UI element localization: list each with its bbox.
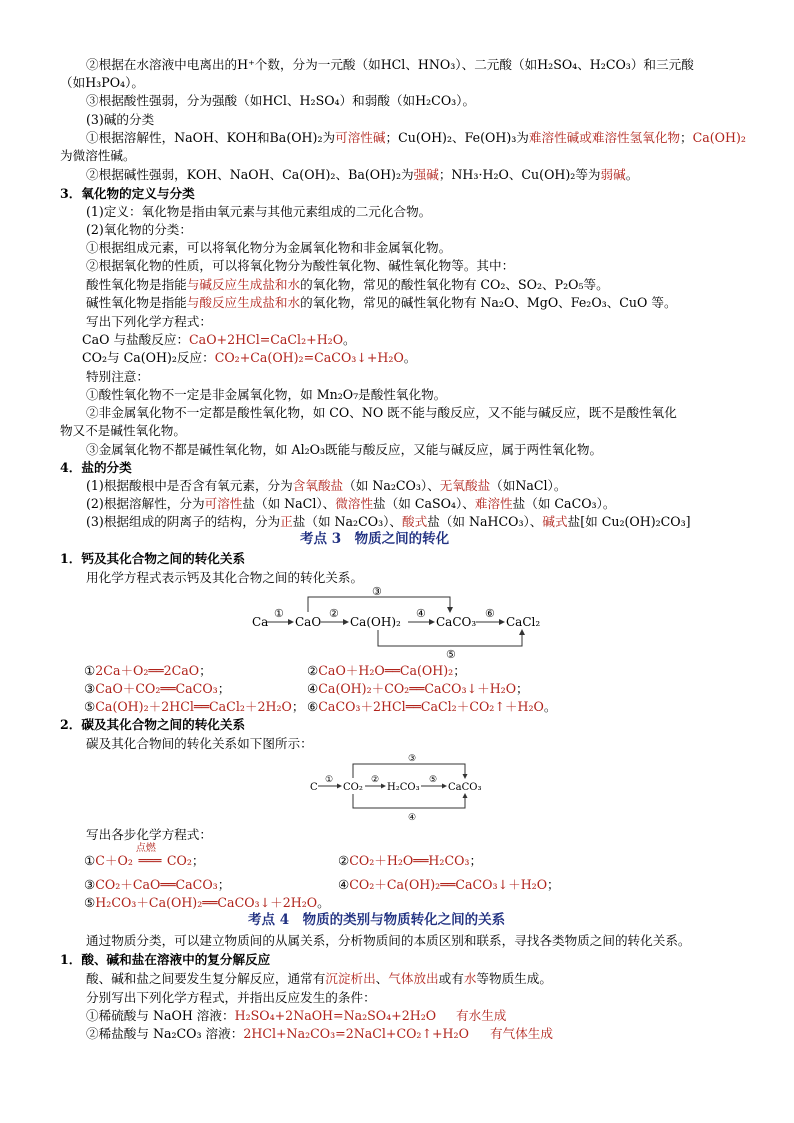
text: 酸、碱和盐之间要发生复分解反应，通常有 — [86, 971, 326, 986]
text: ；Cu(OH)₂、Fe(OH)₃为 — [385, 130, 529, 145]
label-5: ⑤ — [446, 648, 456, 660]
num: ⑥ — [307, 699, 319, 714]
text: 盐（如 CaSO₄）、 — [373, 496, 475, 511]
node-cao: CaO — [295, 615, 322, 629]
text: CaO 与盐酸反应： — [82, 332, 190, 347]
condition-arrow — [133, 843, 167, 869]
calcium-intro: 用化学方程式表示钙及其化合物之间的转化关系。 — [86, 570, 364, 585]
text: ②根据碱性强弱，KOH、NaOH、Ca(OH)₂、Ba(OH)₂为 — [86, 167, 414, 182]
node-caco3: CaCO₃ — [448, 782, 482, 793]
label-4: ④ — [408, 813, 417, 822]
node-cacl2: CaCl₂ — [506, 615, 541, 629]
acid-by-hydrogen-line1: ②根据在水溶液中电离出的H⁺个数，分为一元酸（如HCl、HNO₃）、二元酸（如H₂SO₄、H₂CO₃）和三元酸 — [86, 57, 694, 72]
carbon-conversion-diagram — [308, 750, 488, 822]
base-by-solubility-cont: 为微溶性碱。 — [60, 148, 136, 163]
equation: CaO＋H₂O══Ca(OH)₂ — [318, 663, 454, 678]
text: ①稀硫酸与 NaOH 溶液： — [86, 1008, 235, 1023]
text: 。 — [317, 895, 330, 910]
carbon-heading: 2．碳及其化合物之间的转化关系 — [60, 717, 246, 732]
text: 盐（如 Na₂CO₃）、 — [292, 514, 403, 529]
num: ⑤ — [84, 895, 96, 910]
equation: H₂CO₃＋Ca(OH)₂══CaCO₃↓＋2H₂O — [95, 895, 318, 910]
text: ； — [680, 130, 693, 145]
text: (2)根据溶解性，分为 — [86, 496, 205, 511]
text: ①根据溶解性，NaOH、KOH和Ba(OH)₂为 — [86, 130, 336, 145]
c-eq-4 — [338, 876, 560, 893]
oxide-classification: (2)氧化物的分类： — [86, 222, 192, 237]
text: ②稀盐酸与 Na₂CO₃ 溶液： — [86, 1026, 244, 1041]
highlight: 难溶性 — [474, 496, 513, 511]
highlight: 含氧酸盐 — [292, 478, 344, 493]
equal-sign: ═══ — [138, 853, 162, 868]
base-by-solubility — [86, 129, 746, 146]
text: ； — [291, 699, 305, 714]
highlight: 酸式 — [402, 514, 428, 529]
num: ④ — [307, 681, 319, 696]
ca-eq-3 — [84, 680, 230, 697]
oxide-definition: (1)定义：氧化物是指由氧元素与其他元素组成的二元化合物。 — [86, 204, 432, 219]
text: 。 — [403, 350, 417, 365]
write-and-condition: 分别写出下列化学方程式，并指出反应发生的条件： — [86, 990, 376, 1005]
node-co2: CO₂ — [343, 782, 363, 793]
equation: Ca(OH)₂＋2HCl══CaCl₂＋2H₂O — [95, 699, 292, 714]
ca-eq-5 — [84, 698, 304, 715]
arrow-5 — [378, 630, 522, 646]
highlight: 可溶性 — [204, 496, 243, 511]
reaction-1 — [86, 1007, 436, 1024]
c-eq-3 — [84, 876, 230, 893]
acidic-oxide-def — [86, 276, 609, 293]
text: ； — [469, 853, 483, 868]
ca-eq-2 — [307, 662, 466, 679]
arrow-3 — [353, 764, 465, 778]
label-4: ④ — [416, 607, 426, 620]
carbon-write: 写出各步化学方程式： — [86, 827, 212, 842]
highlight: 可溶性碱 — [335, 130, 386, 145]
highlight: 与酸反应生成盐和水 — [186, 295, 301, 310]
label-3: ③ — [372, 585, 382, 598]
text: （如 Na₂CO₃）、 — [343, 478, 440, 493]
topic3-heading: 考点 3 物质之间的转化 — [300, 531, 450, 547]
highlight: 难溶性碱或难溶性氢氧化物 — [528, 130, 681, 145]
c-eq-5 — [84, 894, 330, 911]
node-ca: Ca — [252, 615, 269, 629]
label-6: ⑥ — [485, 607, 495, 620]
label-2: ② — [371, 775, 380, 785]
oxide-by-property: ②根据氧化物的性质，可以将氧化物分为酸性氧化物、碱性氧化物等。其中： — [86, 258, 515, 273]
label-2: ② — [329, 607, 339, 620]
highlight: 与碱反应生成盐和水 — [186, 277, 301, 292]
write-equations: 写出下列化学方程式： — [86, 314, 212, 329]
text: ；NH₃·H₂O、Cu(OH)₂等为 — [438, 167, 601, 182]
acid-by-strength: ③根据酸性强弱，分为强酸（如HCl、H₂SO₄）和弱酸（如H₂CO₃）。 — [86, 93, 476, 108]
highlight: 沉淀析出 — [325, 971, 376, 986]
text: 等物质生成。 — [476, 971, 552, 986]
base-by-strength — [86, 166, 638, 183]
note-2-cont: 物又不是碱性氧化物。 — [60, 423, 186, 438]
equation: CO₂ — [166, 853, 192, 868]
oxide-heading: 3．氧化物的定义与分类 — [60, 186, 195, 201]
text: 、 — [375, 971, 389, 986]
c-eq-2 — [338, 852, 482, 869]
text: 酸性氧化物是指能 — [86, 277, 187, 292]
highlight: 弱碱 — [600, 167, 626, 182]
oxide-by-composition: ①根据组成元素，可以将氧化物分为金属氧化物和非金属氧化物。 — [86, 240, 452, 255]
text: ； — [516, 681, 529, 696]
carbon-intro: 碳及其化合物间的转化关系如下图所示： — [86, 736, 313, 751]
node-caco3: CaCO₃ — [436, 615, 477, 629]
num: ① — [84, 663, 96, 678]
double-decomposition-heading: 1．酸、碱和盐在溶液中的复分解反应 — [60, 952, 271, 967]
label-1: ① — [274, 607, 284, 620]
text: ； — [453, 663, 466, 678]
arrow-4 — [353, 794, 465, 808]
reaction-2 — [86, 1025, 469, 1042]
highlight: 水 — [463, 971, 477, 986]
highlight: 强碱 — [413, 167, 439, 182]
label-1: ① — [325, 775, 334, 785]
salt-by-anion — [86, 513, 691, 530]
num: ② — [307, 663, 319, 678]
text: 。 — [625, 167, 639, 182]
highlight: 正 — [280, 514, 293, 529]
equation: CO₂＋CaO══CaCO₃ — [95, 877, 218, 892]
num: ⑤ — [84, 699, 96, 714]
node-h2co3: H₂CO₃ — [387, 782, 420, 793]
text: 的氧化物，常见的酸性氧化物有 CO₂、SO₂、P₂O₅等。 — [300, 277, 609, 292]
num: ④ — [338, 877, 350, 892]
highlight: Ca(OH)₂ — [692, 130, 746, 145]
num: ① — [84, 853, 96, 868]
cao-hcl-equation — [82, 331, 356, 348]
text: （如NaCl）。 — [490, 478, 567, 493]
text: 盐（如 NaCl）、 — [242, 496, 336, 511]
salt-by-solubility — [86, 495, 615, 512]
salt-heading: 4．盐的分类 — [60, 460, 132, 475]
note-1: ①酸性氧化物不一定是非金属氧化物，如 Mn₂O₇是酸性氧化物。 — [86, 387, 447, 402]
text: 。 — [543, 699, 557, 714]
text: 或有 — [438, 971, 464, 986]
text: ； — [217, 877, 231, 892]
ca-eq-4 — [307, 680, 529, 697]
text: ； — [199, 663, 212, 678]
salt-by-oxygen — [86, 477, 566, 494]
node-caoh2: Ca(OH)₂ — [350, 615, 401, 629]
label-3: ③ — [408, 754, 417, 764]
text: (3)根据组成的阴离子的结构，分为 — [86, 514, 281, 529]
calcium-conversion-diagram — [250, 584, 550, 660]
basic-oxide-def — [86, 294, 677, 311]
text: (1)根据酸根中是否含有氧元素，分为 — [86, 478, 293, 493]
equation: CO₂＋Ca(OH)₂══CaCO₃↓＋H₂O — [349, 877, 548, 892]
text: 盐（如 NaHCO₃）、 — [427, 514, 543, 529]
topic4-intro: 通过物质分类，可以建立物质间的从属关系，分析物质间的本质区别和联系，寻找各类物质之间的转化关系。 — [86, 933, 691, 948]
special-note-title: 特别注意： — [86, 369, 149, 384]
text: 盐（如 CaCO₃）。 — [512, 496, 616, 511]
equation: 2Ca＋O₂══2CaO — [95, 663, 200, 678]
text: 的氧化物，常见的碱性氧化物有 Na₂O、MgO、Fe₂O₃、CuO 等。 — [300, 295, 677, 310]
equation: CaO＋CO₂══CaCO₃ — [95, 681, 218, 696]
highlight: 微溶性 — [335, 496, 374, 511]
acid-by-hydrogen-line2: （如H₃PO₄）。 — [60, 75, 144, 90]
num: ③ — [84, 877, 96, 892]
equation: CO₂+Ca(OH)₂=CaCO₃↓+H₂O — [214, 350, 404, 365]
equation: CaO+2HCl=CaCl₂+H₂O — [189, 332, 344, 347]
highlight: 碱式 — [542, 514, 568, 529]
text: CO₂与 Ca(OH)₂反应： — [82, 350, 215, 365]
equation: H₂SO₄+2NaOH=Na₂SO₄+2H₂O — [234, 1008, 437, 1023]
text: ； — [217, 681, 231, 696]
base-title: (3)碱的分类 — [86, 112, 155, 127]
equation: Ca(OH)₂＋CO₂══CaCO₃↓＋H₂O — [318, 681, 517, 696]
text: ； — [547, 877, 560, 892]
text: ； — [191, 853, 205, 868]
equation: CO₂＋H₂O══H₂CO₃ — [349, 853, 470, 868]
text: 盐[如 Cu₂(OH)₂CO₃] — [567, 514, 691, 529]
num: ② — [338, 853, 350, 868]
highlight: 无氧酸盐 — [439, 478, 491, 493]
ca-eq-1 — [84, 662, 212, 679]
co2-caoh2-equation — [82, 349, 416, 366]
condition-ignite: 点燃 — [135, 843, 156, 854]
label-5: ⑤ — [429, 775, 438, 785]
reaction-1-condition: 有水生成 — [456, 1008, 507, 1023]
equation: C＋O₂ — [95, 853, 133, 868]
text: 。 — [343, 332, 356, 347]
note-2: ②非金属氧化物不一定都是酸性氧化物，如 CO、NO 既不能与酸反应，又不能与碱反应，既不是酸性氧化 — [86, 405, 677, 420]
text: 碱性氧化物是指能 — [86, 295, 187, 310]
note-3: ③金属氧化物不都是碱性氧化物，如 Al₂O₃既能与酸反应，又能与碱反应，属于两性氧化物。 — [86, 442, 603, 457]
ca-eq-6 — [307, 698, 556, 715]
highlight: 气体放出 — [388, 971, 439, 986]
equation: 2HCl+Na₂CO₃=2NaCl+CO₂↑+H₂O — [243, 1026, 469, 1041]
double-decomposition-condition — [86, 970, 552, 987]
equation: CaCO₃＋2HCl══CaCl₂＋CO₂↑＋H₂O — [318, 699, 544, 714]
topic4-heading: 考点 4 物质的类别与物质转化之间的关系 — [248, 912, 506, 928]
calcium-heading: 1．钙及其化合物之间的转化关系 — [60, 551, 246, 566]
node-c: C — [310, 782, 318, 793]
num: ③ — [84, 681, 96, 696]
reaction-2-condition: 有气体生成 — [490, 1026, 553, 1041]
c-eq-1 — [84, 843, 205, 869]
